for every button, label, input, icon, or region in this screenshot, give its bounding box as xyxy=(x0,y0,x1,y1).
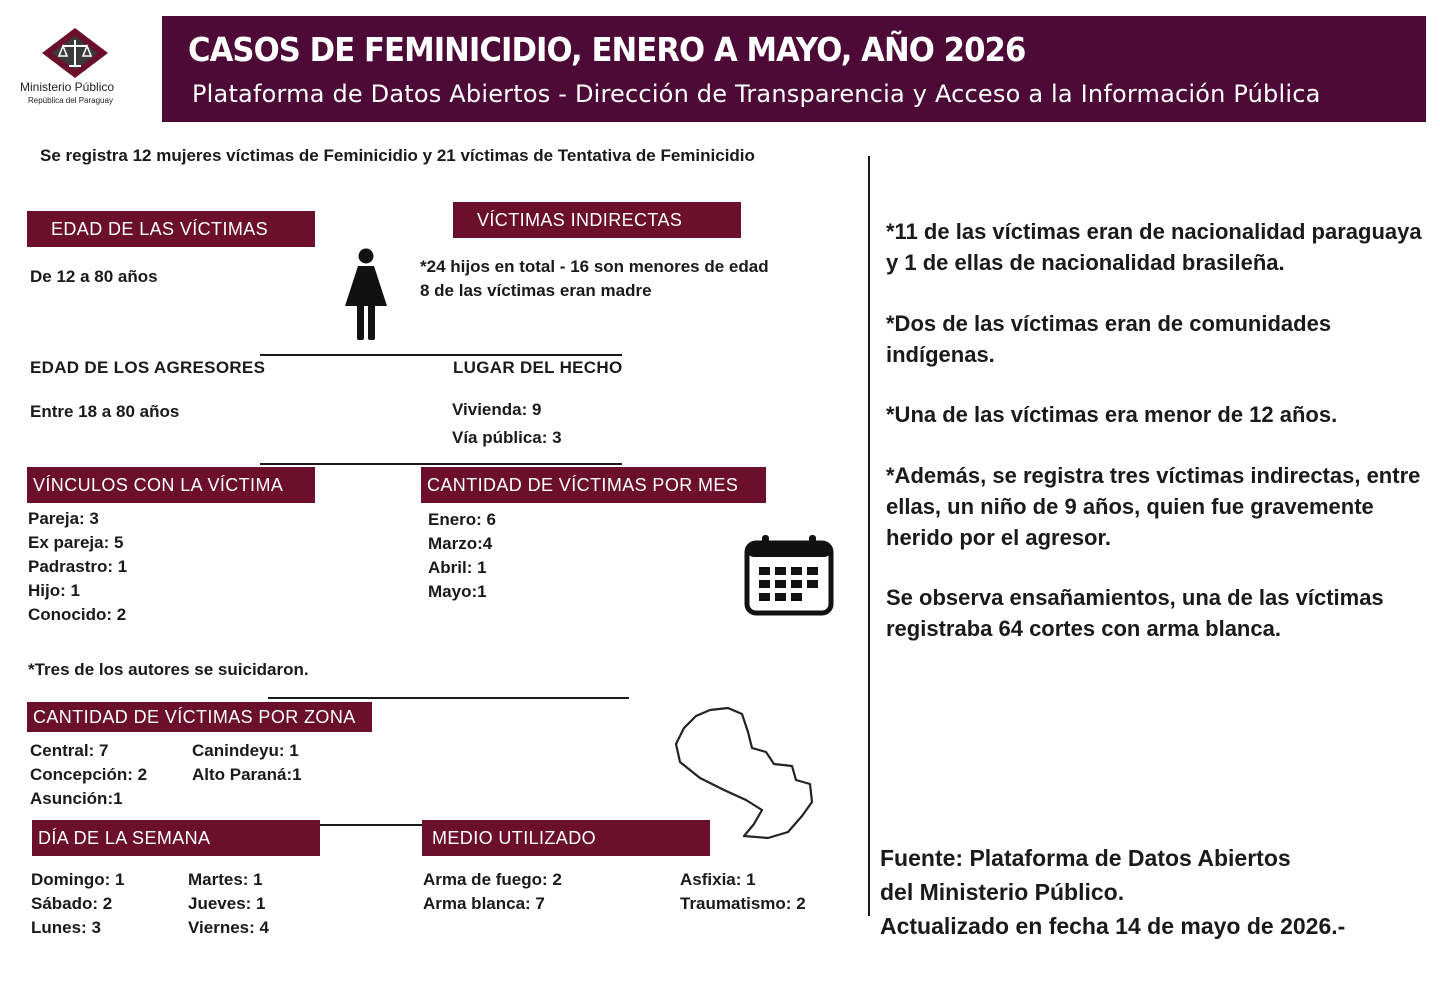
list-item: Ex pareja: 5 xyxy=(28,533,124,552)
list-item: Domingo: 1 xyxy=(31,870,125,889)
list-item: Asfixia: 1 xyxy=(680,870,756,889)
summary-text: Se registra 12 mujeres víctimas de Feminicidio y 21 víctimas de Tentativa de Feminicidio xyxy=(40,146,755,165)
lugar-hecho-header: LUGAR DEL HECHO xyxy=(453,358,623,377)
list-item: Vía pública: 3 xyxy=(452,428,562,447)
list-item: Central: 7 xyxy=(30,741,109,760)
por-zona-col1 xyxy=(30,739,147,811)
logo-subtitle: República del Paraguay xyxy=(28,96,113,105)
title-banner xyxy=(162,16,1426,122)
medio-col1 xyxy=(423,868,562,916)
edad-agresores-value: Entre 18 a 80 años xyxy=(30,402,180,421)
dia-semana-col2 xyxy=(188,868,269,940)
calendar-icon xyxy=(744,534,834,616)
note-nacionalidad: *11 de las víctimas eran de nacionalidad paraguaya y 1 de ellas de nacionalidad brasileña. xyxy=(886,219,1422,275)
list-item: Abril: 1 xyxy=(428,558,487,577)
divider-line xyxy=(260,463,622,465)
edad-agresores-header: EDAD DE LOS AGRESORES xyxy=(30,358,266,377)
dia-semana-col1 xyxy=(31,868,125,940)
list-item: Alto Paraná:1 xyxy=(192,765,302,784)
list-item: Padrastro: 1 xyxy=(28,557,128,576)
scales-diamond-icon xyxy=(40,26,110,80)
list-item: Arma de fuego: 2 xyxy=(423,870,562,889)
victimas-indirectas-header: VÍCTIMAS INDIRECTAS xyxy=(453,202,741,238)
list-item: Asunción:1 xyxy=(30,789,123,808)
list-item: Jueves: 1 xyxy=(188,894,266,913)
list-item: Hijo: 1 xyxy=(28,581,80,600)
vertical-divider xyxy=(868,156,870,916)
logo-name: Ministerio Público xyxy=(20,80,115,94)
fuente-line3: Actualizado en fecha 14 de mayo de 2026.- xyxy=(880,913,1346,939)
list-item: Sábado: 2 xyxy=(31,894,113,913)
edad-victimas-header: EDAD DE LAS VÍCTIMAS xyxy=(27,211,315,247)
vinculos-note: *Tres de los autores se suicidaron. xyxy=(28,660,309,679)
edad-victimas-value: De 12 a 80 años xyxy=(30,267,158,286)
divider-line xyxy=(318,824,422,826)
list-item: Vivienda: 9 xyxy=(452,400,542,419)
list-item: Concepción: 2 xyxy=(30,765,148,784)
lugar-hecho-list xyxy=(452,396,562,452)
woman-icon xyxy=(344,248,388,342)
victimas-indirectas-line2: 8 de las víctimas eran madre xyxy=(420,281,652,300)
list-item: Traumatismo: 2 xyxy=(680,894,806,913)
list-item: Marzo:4 xyxy=(428,534,493,553)
note-indirectas: *Además, se registra tres víctimas indirectas, entre ellas, un niño de 9 años, quien fue gravemente herido por el agresor. xyxy=(886,463,1421,550)
list-item: Lunes: 3 xyxy=(31,918,101,937)
list-item: Arma blanca: 7 xyxy=(423,894,545,913)
por-zona-header: CANTIDAD DE VÍCTIMAS POR ZONA xyxy=(27,702,372,732)
page-subtitle: Plataforma de Datos Abiertos - Dirección de Transparencia y Acceso a la Información Pública xyxy=(192,80,1321,108)
por-mes-header: CANTIDAD DE VÍCTIMAS POR MES xyxy=(421,467,766,503)
por-mes-list xyxy=(428,508,496,604)
medio-header: MEDIO UTILIZADO xyxy=(422,820,710,856)
list-item: Viernes: 4 xyxy=(188,918,269,937)
por-zona-col2 xyxy=(192,739,302,787)
note-indigenas: *Dos de las víctimas eran de comunidades indígenas. xyxy=(886,311,1332,367)
list-item: Canindeyu: 1 xyxy=(192,741,299,760)
divider-line xyxy=(268,697,629,699)
list-item: Enero: 6 xyxy=(428,510,497,529)
note-ensanamientos: Se observa ensañamientos, una de las víctimas registraba 64 cortes con arma blanca. xyxy=(886,585,1384,641)
vinculos-header: VÍNCULOS CON LA VÍCTIMA xyxy=(27,467,315,503)
vinculos-list xyxy=(28,507,127,627)
divider-line xyxy=(260,354,622,356)
fuente-line1: Fuente: Plataforma de Datos Abiertos xyxy=(880,845,1291,871)
list-item: Pareja: 3 xyxy=(28,509,99,528)
fuente-line2: del Ministerio Público. xyxy=(880,879,1125,905)
list-item: Conocido: 2 xyxy=(28,605,127,624)
victimas-indirectas-line1: *24 hijos en total - 16 son menores de edad xyxy=(420,257,769,276)
list-item: Mayo:1 xyxy=(428,582,487,601)
page-title: CASOS DE FEMINICIDIO, ENERO A MAYO, AÑO 2026 xyxy=(188,30,1026,69)
medio-col2 xyxy=(680,868,806,916)
list-item: Martes: 1 xyxy=(188,870,263,889)
note-menor: *Una de las víctimas era menor de 12 años. xyxy=(886,402,1338,427)
dia-semana-header: DÍA DE LA SEMANA xyxy=(32,820,320,856)
